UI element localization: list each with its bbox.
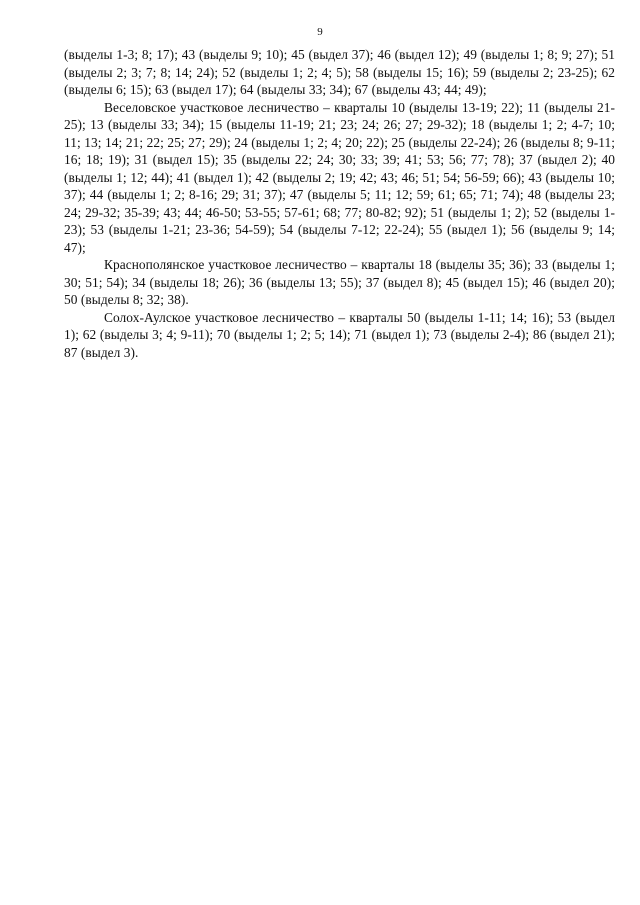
paragraph-continuation: (выделы 1-3; 8; 17); 43 (выделы 9; 10); 45 (выдел 37); 46 (выдел 12); 49 (выделы 1; 8; 9; 27); 51 (выделы 2; 3; 7; 8; 14; 24); 52 (выделы 1; 2; 4; 5); 58 (выделы 15; 16); 59 (выделы 2; 23-25); 62 (выделы 6; 15); 63 (выдел 17); 64 (выделы 33; 34); 67 (выделы 43; 44; 49); xyxy=(64,47,615,97)
paragraph-solokh-aulskoe: Солох-Аулское участковое лесничество – кварталы 50 (выделы 1-11; 14; 16); 53 (выдел 1); 62 (выделы 3; 4; 9-11); 70 (выделы 1; 2; 5; 14); 71 (выдел 1); 73 (выделы 2-4); 86 (выдел 21); 87 (выдел 3). xyxy=(64,309,615,360)
paragraph-veselovskoe: Веселовское участковое лесничество – кварталы 10 (выделы 13-19; 22); 11 (выделы 21-25); 13 (выделы 33; 34); 15 (выделы 11-19; 21; 23; 24; 26; 27; 29-32); 18 (выделы 1; 2; 4-7; 10; 11; 13; 14; 21; 22; 25; 27; 29); 24 (выделы 1; 2; 4; 20; 22); 25 (выделы 22-24); 26 (выделы 8; 9-11; 16; 18; 19); 31 (выдел 15); 35 (выделы 22; 24; 30; 33; 39; 41; 53; 56; 77; 78); 37 (выдел 2); 40 (выделы 1; 12; 44); 41 (выдел 1); 42 (выделы 2; 19; 42; 43; 46; 51; 54; 56-59; 66); 43 (выделы 10; 37); 44 (выделы 1; 2; 8-16; 29; 31; 37); 47 (выделы 5; 11; 12; 59; 61; 65; 71; 74); 48 (выделы 23; 24; 29-32; 35-39; 43; 44; 46-50; 53-55; 57-61; 68; 77; 80-82; 92); 51 (выделы 1; 2); 52 (выделы 1-23); 53 (выделы 1-21; 23-36; 54-59); 54 (выделы 7-12; 22-24); 55 (выдел 1); 56 (выделы 9; 14; 47); xyxy=(64,99,615,255)
document-body xyxy=(64,46,615,361)
paragraph-krasnopolyanskoe: Краснополянское участковое лесничество – кварталы 18 (выделы 35; 36); 33 (выделы 1; 30; 51; 54); 34 (выделы 18; 26); 36 (выделы 13; 55); 37 (выдел 8); 45 (выдел 15); 46 (выдел 20); 50 (выделы 8; 32; 38). xyxy=(64,257,615,307)
page-number: 9 xyxy=(317,26,323,38)
